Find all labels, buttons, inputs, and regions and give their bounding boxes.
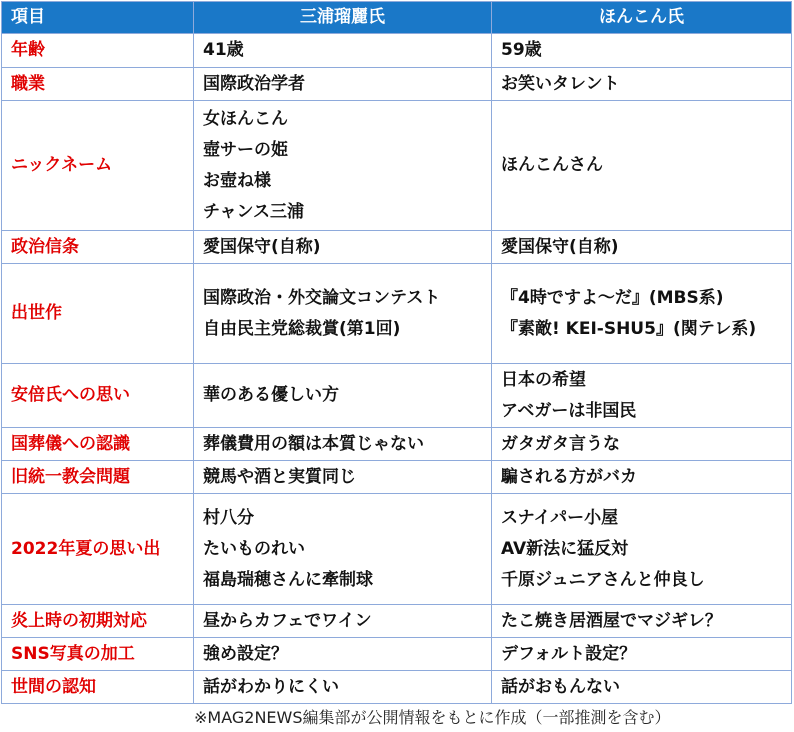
honkon-cell-line: たこ焼き居酒屋でマジギレ？	[501, 610, 722, 631]
row-label: ニックネーム	[2, 101, 194, 231]
row-label: 年齢	[2, 34, 194, 68]
honkon-cell-line: お笑いタレント	[501, 73, 620, 94]
table-row	[2, 264, 792, 364]
honkon-cell	[492, 101, 792, 231]
honkon-cell-line: ほんこんさん	[501, 155, 603, 175]
miura-cell-line: 女ほんこん	[203, 108, 288, 129]
miura-cell	[194, 428, 492, 461]
honkon-cell-line: AV新法に猛反対	[501, 538, 629, 559]
honkon-cell-line: 『4時ですよ〜だ』(MBS系)	[501, 287, 724, 308]
row-label: 職業	[2, 68, 194, 101]
comparison-table	[1, 1, 792, 704]
table-row	[2, 605, 792, 638]
miura-cell	[194, 461, 492, 494]
miura-cell-line: 福島瑞穂さんに牽制球	[203, 569, 373, 590]
table-row	[2, 638, 792, 671]
row-label: 政治信条	[2, 231, 194, 264]
miura-cell-line: 国際政治学者	[203, 73, 305, 94]
row-label: 旧統一教会問題	[2, 461, 194, 494]
miura-cell-line: 昼からカフェでワイン	[203, 610, 372, 631]
miura-cell-line: 国際政治・外交論文コンテスト	[203, 287, 441, 308]
row-label: 世間の認知	[2, 671, 194, 704]
honkon-cell-line: 千原ジュニアさんと仲良し	[501, 569, 705, 590]
miura-cell	[194, 494, 492, 605]
honkon-cell	[492, 494, 792, 605]
honkon-cell-line: デフォルト設定？	[501, 643, 637, 664]
miura-cell-line: 華のある優しい方	[203, 385, 339, 405]
miura-cell	[194, 231, 492, 264]
honkon-cell	[492, 231, 792, 264]
miura-cell	[194, 638, 492, 671]
miura-cell	[194, 364, 492, 428]
honkon-cell-line: ガタガタ言うな	[501, 433, 620, 454]
miura-cell	[194, 68, 492, 101]
honkon-cell-line: 59歳	[501, 40, 542, 60]
footnote: ※MAG2NEWS編集部が公開情報をもとに作成（一部推測を含む）	[194, 708, 671, 727]
header-item: 項目	[2, 2, 194, 34]
miura-cell	[194, 264, 492, 364]
honkon-cell-line: アベガーは非国民	[501, 400, 637, 421]
honkon-cell-line: 愛国保守(自称)	[501, 236, 619, 257]
table-row	[2, 364, 792, 428]
table-row	[2, 671, 792, 704]
honkon-cell	[492, 461, 792, 494]
miura-cell	[194, 605, 492, 638]
miura-cell	[194, 34, 492, 68]
table-row	[2, 34, 792, 68]
honkon-cell-line: スナイパー小屋	[501, 507, 619, 528]
miura-cell	[194, 101, 492, 231]
table-row	[2, 101, 792, 231]
header-row	[2, 2, 792, 34]
header-miura: 三浦瑠麗氏	[194, 2, 492, 34]
miura-cell-line: お壺ね様	[203, 170, 271, 191]
row-label: 安倍氏への思い	[2, 364, 194, 428]
miura-cell-line: 村八分	[203, 507, 254, 528]
honkon-cell	[492, 364, 792, 428]
row-label: 2022年夏の思い出	[2, 494, 194, 605]
table-body	[2, 34, 792, 704]
honkon-cell	[492, 34, 792, 68]
honkon-cell-line: 騙される方がバカ	[501, 466, 637, 487]
table-row	[2, 494, 792, 605]
table-row	[2, 428, 792, 461]
miura-cell-line: 愛国保守(自称)	[203, 236, 321, 257]
miura-cell	[194, 671, 492, 704]
honkon-cell-line: 話がおもんない	[501, 676, 620, 697]
header-honkon: ほんこん氏	[492, 2, 792, 34]
miura-cell-line: たいものれい	[203, 538, 305, 559]
miura-cell-line: 41歳	[203, 40, 244, 60]
honkon-cell	[492, 671, 792, 704]
row-label: 炎上時の初期対応	[2, 605, 194, 638]
table-row	[2, 68, 792, 101]
honkon-cell	[492, 68, 792, 101]
miura-cell-line: 競馬や酒と実質同じ	[203, 466, 356, 487]
table-row	[2, 461, 792, 494]
honkon-cell-line: 日本の希望	[501, 369, 586, 390]
table-row	[2, 231, 792, 264]
honkon-cell	[492, 638, 792, 671]
row-label: 国葬儀への認識	[2, 428, 194, 461]
row-label: 出世作	[2, 264, 194, 364]
honkon-cell	[492, 605, 792, 638]
honkon-cell	[492, 428, 792, 461]
miura-cell-line: チャンス三浦	[203, 201, 304, 222]
row-label: SNS写真の加工	[2, 638, 194, 671]
honkon-cell	[492, 264, 792, 364]
miura-cell-line: 自由民主党総裁賞(第1回)	[203, 318, 401, 339]
miura-cell-line: 話がわかりにくい	[203, 676, 339, 697]
honkon-cell-line: 『素敵! KEI-SHU5』(関テレ系)	[501, 318, 757, 339]
miura-cell-line: 壺サーの姫	[203, 139, 288, 160]
miura-cell-line: 葬儀費用の額は本質じゃない	[203, 433, 424, 454]
miura-cell-line: 強め設定？	[203, 643, 288, 664]
